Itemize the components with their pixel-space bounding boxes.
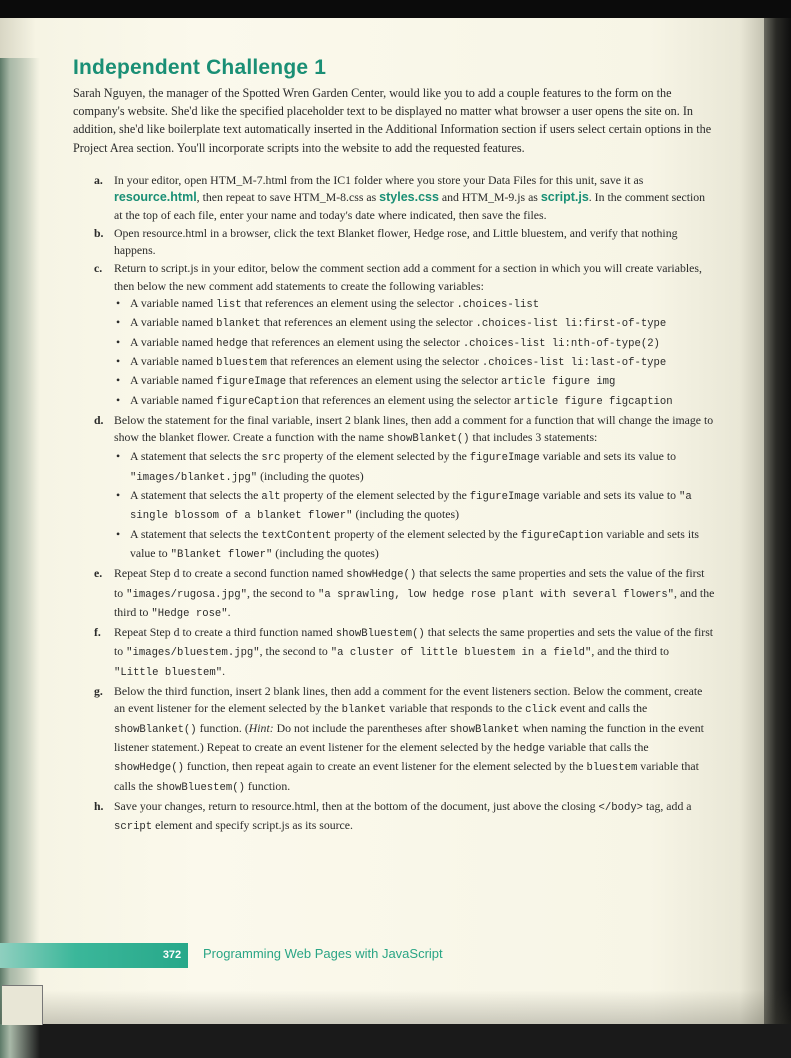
step-letter: f. — [94, 625, 101, 640]
file-name-resource: resource.html — [114, 190, 197, 205]
running-footer-title: Programming Web Pages with JavaScript — [203, 946, 443, 961]
page-right-edge — [764, 18, 791, 1024]
step-letter: g. — [94, 684, 103, 699]
book-spine — [0, 58, 40, 1058]
step-h: h. Save your changes, return to resource.html, then at the bottom of the document, just above the closing </body> tag, add a script element and specify script.js as its source. — [94, 798, 692, 834]
step-d: d. Below the statement for the final variable, insert 2 blank lines, then add a comment for a function that will change the image to show the blanket flower. Create a function with the name showBlanket() that includes 3 statements: • A statement that selects the src property of the element selected by the figureImage variable and sets its value to "images/blanket.jpg" (including the quotes) • A statement that selects the alt property of the element selected by the figureImage variable and sets its value to "a single blossom of a blanket flower" (including the quotes) • A statement that selects the textContent property of the element selected by the figureCaption variable and sets its value to "Blanket flower" (including the quotes) — [94, 412, 716, 564]
step-letter: b. — [94, 225, 104, 240]
file-name-styles: styles.css — [379, 190, 439, 205]
top-dark-edge — [0, 0, 791, 20]
step-letter: e. — [94, 566, 103, 581]
intro-paragraph: Sarah Nguyen, the manager of the Spotted Wren Garden Center, would like you to add a couple features to the form on the company's website. She'd like the specified placeholder text to be displayed no matter what browser a user opens the site on. In addition, she'd like boilerplate text automatically inserted in the Additional Information section if users select certain options in the Project Area section. You'll incorporate scripts into the website to add the requested features. — [73, 86, 712, 155]
bullet-item: • A variable named hedge that references an element using the selector .choices-list li:nth-of-type(2) — [114, 334, 716, 353]
step-letter: a. — [94, 173, 103, 187]
step-g: g. Below the third function, insert 2 blank lines, then add a comment for the event listeners section. Below the comment, create an event listener for the element selected by the blanket variable that responds to the click event and calls the showBlanket() function. (Hint: Do not include the parentheses after showBlanket when naming the function in the event listener statement.) Repeat to create an event listener for the element selected by the hedge variable that calls the showHedge() function, then repeat again to create an event listener for the element selected by the bluestem variable that calls the showBluestem() function. — [94, 684, 704, 794]
bullet-item: • A variable named figureImage that references an element using the selector article figure img — [114, 372, 716, 391]
bullet-item: • A statement that selects the src property of the element selected by the figureImage variable and sets its value to "images/blanket.jpg" (including the quotes) — [114, 448, 716, 487]
bullet-item: • A statement that selects the textContent property of the element selected by the figureCaption variable and sets its value to "Blanket flower" (including the quotes) — [114, 526, 716, 565]
bullet-item: • A variable named bluestem that references an element using the selector .choices-list li:last-of-type — [114, 353, 716, 372]
section-heading: Independent Challenge 1 — [73, 56, 327, 79]
bullet-item: • A variable named list that references an element using the selector .choices-list — [114, 295, 716, 314]
bottom-shadow — [0, 990, 791, 1024]
variable-bullets — [114, 295, 716, 411]
step-f: f. Repeat Step d to create a third function named showBluestem() that selects the same properties and sets the value of the first to "images/bluestem.jpg", the second to "a cluster of little bluestem in a field", and the third to "Little bluestem". — [94, 625, 714, 679]
bullet-item: • A variable named blanket that references an element using the selector .choices-list li:first-of-type — [114, 314, 716, 333]
statement-bullets — [114, 448, 716, 564]
step-letter: d. — [94, 412, 104, 427]
bullet-item: • A variable named figureCaption that references an element using the selector article figure figcaption — [114, 392, 716, 411]
step-letter: c. — [94, 261, 103, 276]
step-b: b. Open resource.html in a browser, click the text Blanket flower, Hedge rose, and Little bluestem, and verify that nothing happens. — [94, 225, 678, 258]
steps-list — [94, 172, 716, 837]
page-corner-fold — [2, 985, 43, 1025]
step-c: c. Return to script.js in your editor, below the comment section add a comment for a section in which you will create variables, then below the new comment add statements to create the following variables: • A variable named list that references an element using the selector .choices-list • A variable named blanket that references an element using the selector .choices-list li:first-of-type • A variable named hedge that references an element using the selector .choices-list li:nth-of-type(2) • A variable named bluestem that references an element using the selector .choices-list li:last-of-type • A variable named figureImage that references an element using the selector article figure img • A variable named figureCaption that references an element using the selector article figure figcaption — [94, 260, 716, 410]
bullet-item: • A statement that selects the alt property of the element selected by the figureImage variable and sets its value to "a single blossom of a blanket flower" (including the quotes) — [114, 487, 716, 526]
page-number: 372 — [162, 949, 182, 961]
step-a: a. In your editor, open HTM_M-7.html from the IC1 folder where you store your Data Files for this unit, save it as resource.html, then repeat to save HTM_M-8.css as styles.css and HTM_M-9.js as script.js. In the comment section at the top of each file, enter your name and today's date where indicated, then save the files. — [94, 173, 706, 222]
step-e: e. Repeat Step d to create a second function named showHedge() that selects the same properties and sets the value of the first to "images/rugosa.jpg", the second to "a sprawling, low hedge rose plant with several flowers", and the third to "Hedge rose". — [94, 566, 715, 620]
step-letter: h. — [94, 798, 104, 813]
file-name-script: script.js — [540, 190, 589, 205]
